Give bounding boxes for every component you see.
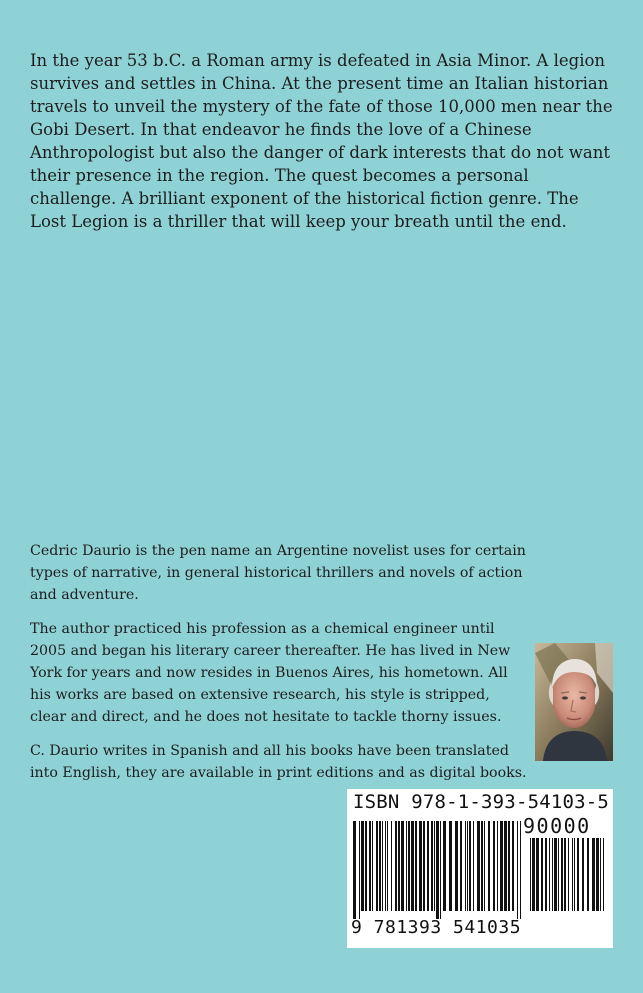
barcode-bar	[500, 821, 503, 911]
barcode-bar	[385, 821, 386, 911]
barcode-bar	[440, 821, 441, 919]
barcode-bar	[443, 821, 446, 911]
barcode-bar	[497, 821, 498, 911]
barcode-bar	[449, 821, 452, 911]
barcode-bar	[493, 821, 495, 911]
addon-barcode-bars	[530, 838, 606, 919]
barcode-bar	[592, 838, 595, 911]
author-photo	[535, 643, 613, 761]
barcode-bar	[467, 821, 468, 911]
barcode-bar	[473, 821, 474, 911]
barcode-bar	[353, 821, 356, 919]
barcode-bar	[382, 821, 383, 911]
barcode-bar	[541, 838, 543, 911]
barcode-bar	[508, 821, 510, 911]
barcode-bar	[596, 838, 599, 911]
barcode-bar	[564, 838, 566, 911]
isbn-label: ISBN 978-1-393-54103-5	[353, 791, 610, 813]
author-bio-paragraph-3: C. Daurio writes in Spanish and all his books have been translated into English, they are available in print editions and as digital books.	[30, 743, 527, 781]
barcode-bar	[603, 838, 604, 911]
barcode-bar	[427, 821, 429, 911]
barcode-bar	[415, 821, 417, 911]
barcode-bar	[460, 821, 462, 911]
barcode-bar	[520, 821, 521, 919]
barcode-bar	[408, 821, 410, 911]
barcode-bar	[387, 821, 388, 911]
barcode-bar	[572, 838, 573, 911]
barcode-bar	[582, 838, 584, 911]
barcode-bar	[554, 838, 557, 911]
isbn-barcode	[347, 789, 613, 948]
barcode-bar	[517, 821, 518, 919]
barcode-bar	[600, 838, 601, 911]
barcode-bar	[361, 821, 364, 911]
back-cover-blurb: In the year 53 b.C. a Roman army is defeated in Asia Minor. A legion survives and settles in China. At the present time an Italian historian travels to unveil the mystery of the fate of those 10,000 men near the Gobi Desert. In that endeavor he finds the love of a Chinese Anthropologist but also the danger of dark interests that do not want their presence in the region. The quest becomes a personal challenge. A brilliant exponent of the historical fiction genre. The Lost Legion is a thriller that will keep your breath until the end.	[30, 51, 613, 231]
barcode-bar	[423, 821, 425, 911]
barcode-bar	[512, 821, 514, 911]
barcode-bar	[411, 821, 414, 911]
barcode-bar	[536, 838, 539, 911]
barcode-bar	[372, 821, 373, 911]
ean-barcode-bars	[353, 821, 523, 919]
barcode-bar	[574, 838, 575, 911]
barcode-bar	[359, 821, 360, 919]
barcode-bar	[376, 821, 378, 911]
barcode-bar	[484, 821, 485, 911]
barcode-bar	[434, 821, 435, 911]
barcode-bar	[568, 838, 569, 911]
barcode-bar	[558, 838, 559, 911]
barcode-bar	[469, 821, 471, 911]
barcode-bar	[365, 821, 367, 911]
barcode-bar	[477, 821, 480, 911]
barcode-bar	[436, 821, 439, 919]
barcode-bar	[391, 821, 392, 911]
barcode-bar	[488, 821, 490, 911]
barcode-bar	[545, 838, 547, 911]
barcode-bar	[561, 838, 563, 911]
author-bio-paragraph-2: The author practiced his profession as a chemical engineer until 2005 and began his literary career thereafter. He has lived in New York for years and now resides in Buenos Aires, his hometown. All his works are based on extensive research, his style is stripped, clear and direct, and he does not hesitate to tackle thorny issues.	[30, 621, 511, 725]
barcode-bar	[530, 838, 531, 911]
ean-digits: 9 781393 541035	[351, 917, 522, 938]
author-portrait-image	[535, 643, 613, 761]
price-code: 90000	[523, 814, 591, 838]
barcode-bar	[419, 821, 422, 911]
barcode-bar	[549, 838, 550, 911]
barcode-bar	[504, 821, 507, 911]
author-bio	[30, 540, 530, 796]
barcode-bar	[406, 821, 407, 911]
barcode-bar	[398, 821, 400, 911]
author-bio-paragraph-1: Cedric Daurio is the pen name an Argentine novelist uses for certain types of narrative, in general historical thrillers and novels of action and adventure.	[30, 543, 526, 603]
barcode-bar	[465, 821, 466, 911]
barcode-bar	[395, 821, 397, 911]
barcode-bar	[401, 821, 404, 911]
barcode-bar	[379, 821, 381, 911]
barcode-bar	[577, 838, 579, 911]
barcode-bar	[369, 821, 371, 911]
barcode-bar	[455, 821, 458, 911]
barcode-bar	[481, 821, 483, 911]
barcode-bar	[587, 838, 589, 911]
barcode-bar	[532, 838, 535, 911]
barcode-bar	[431, 821, 433, 911]
barcode-bar	[552, 838, 553, 911]
